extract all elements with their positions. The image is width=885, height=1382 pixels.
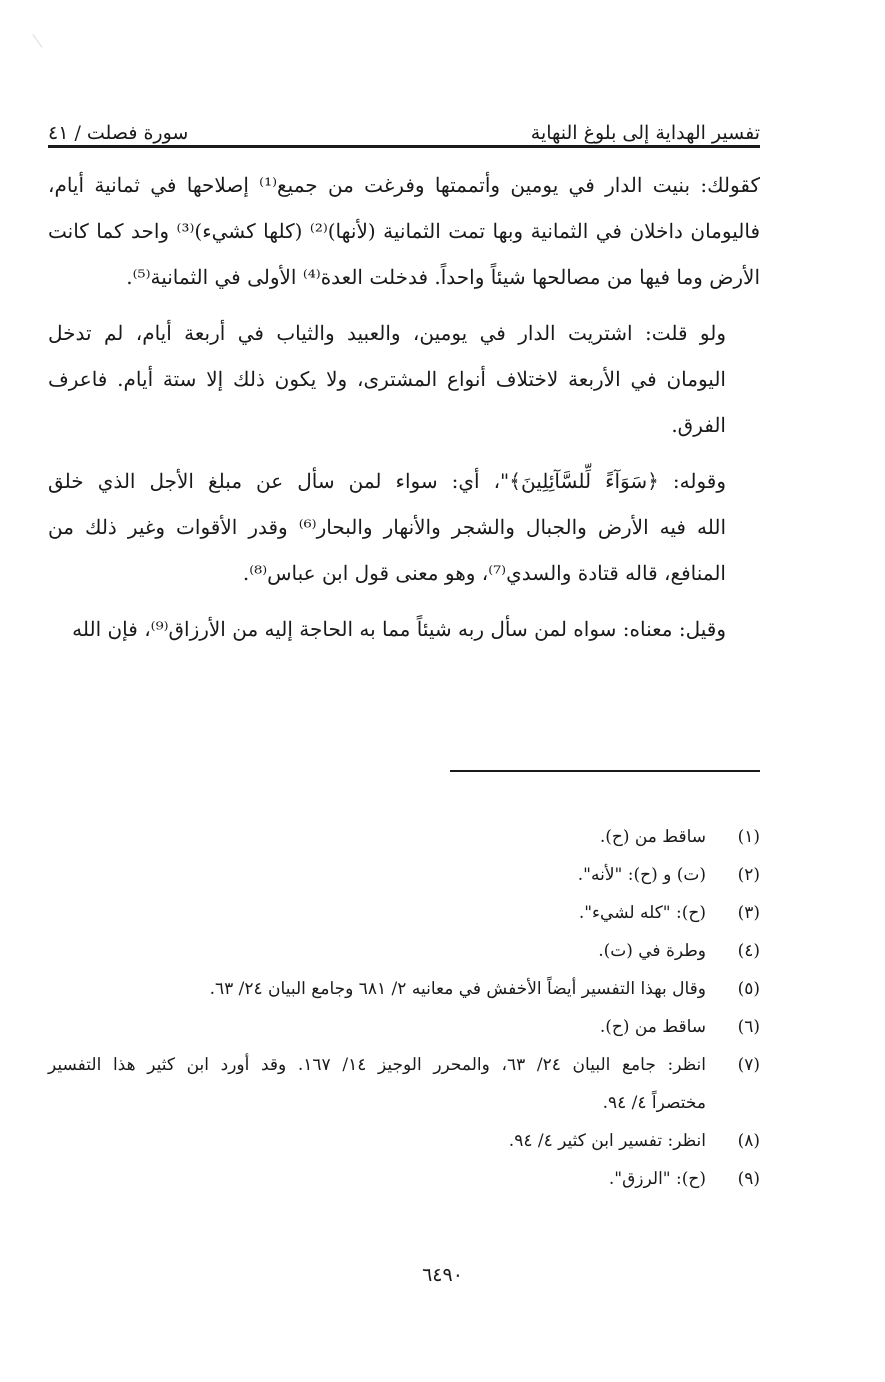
footnote-line: (ح): "كله لشيء". xyxy=(578,903,706,923)
footnote-line: مختصراً ٤/ ٩٤. xyxy=(602,1093,706,1113)
footnote-separator xyxy=(450,770,760,772)
footnote-text xyxy=(48,932,712,970)
footnote-line: وطرة في (ت). xyxy=(598,941,706,961)
footnote-text xyxy=(48,970,712,1008)
text-line: الفرق. xyxy=(671,413,726,437)
text-line: الأرض وما فيها من مصالحها شيئاً واحداً. فدخلت العدة⁽⁴⁾ الأولى في الثمانية⁽⁵⁾. xyxy=(126,265,760,289)
footnote xyxy=(48,856,760,894)
scan-speck xyxy=(32,28,50,47)
footnote-line: انظر: تفسير ابن كثير ٤/ ٩٤. xyxy=(508,1131,706,1151)
surah-reference: سورة فصلت / ٤١ xyxy=(48,122,189,144)
paragraph xyxy=(48,310,760,448)
footnotes xyxy=(48,818,760,1198)
footnote xyxy=(48,1008,760,1046)
footnote-text xyxy=(48,1008,712,1046)
footnote-number: (٦) xyxy=(737,1017,760,1037)
footnote-line: (ح): "الرزق". xyxy=(608,1169,706,1189)
footnote-number: (٥) xyxy=(737,979,760,999)
text-line: كقولك: بنيت الدار في يومين وأتممتها وفرغت من جميع⁽¹⁾ إصلاحها في ثمانية أيام، xyxy=(48,173,760,197)
footnote xyxy=(48,970,760,1008)
footnote xyxy=(48,894,760,932)
footnote-number: (٣) xyxy=(737,903,760,923)
main-text xyxy=(48,162,760,662)
footnote-number: (٩) xyxy=(737,1169,760,1189)
footnote-line: وقال بهذا التفسير أيضاً الأخفش في معانيه ٢/ ٦٨١ وجامع البيان ٢٤/ ٦٣. xyxy=(209,979,706,999)
text-line: وقيل: معناه: سواه لمن سأل ربه شيئاً مما به الحاجة إليه من الأرزاق⁽⁹⁾، فإن الله xyxy=(72,617,726,641)
footnote-line: انظر: جامع البيان ٢٤/ ٦٣، والمحرر الوجيز ١٤/ ١٦٧. وقد أورد ابن كثير هذا التفسير xyxy=(48,1055,706,1075)
footnote xyxy=(48,1160,760,1198)
text-line: ولو قلت: اشتريت الدار في يومين، والعبيد والثياب في أربعة أيام، لم تدخل xyxy=(48,321,726,345)
footnote xyxy=(48,1122,760,1160)
paragraph xyxy=(48,458,760,596)
footnote-number: (٤) xyxy=(737,941,760,961)
text-line: المنافع، قاله قتادة والسدي⁽⁷⁾، وهو معنى قول ابن عباس⁽⁸⁾. xyxy=(242,561,726,585)
footnote-text xyxy=(48,1160,712,1198)
book-title: تفسير الهداية إلى بلوغ النهاية xyxy=(530,122,760,144)
footnote-line: ساقط من (ح). xyxy=(599,827,706,847)
footnote-text xyxy=(48,894,712,932)
page-number: ٦٤٩٠ xyxy=(422,1264,463,1286)
footnote-number: (٨) xyxy=(737,1131,760,1151)
footnote-number: (٧) xyxy=(737,1055,760,1075)
header-rule xyxy=(48,145,760,148)
footnote-text xyxy=(48,1046,712,1122)
footnote-number: (٢) xyxy=(737,865,760,885)
text-line: فاليومان داخلان في الثمانية وبها تمت الثمانية (لأنها)⁽²⁾ (كلها كشيء)⁽³⁾ واحد كما كانت xyxy=(48,219,761,243)
text-line: الله فيه الأرض والجبال والشجر والأنهار والبحار⁽⁶⁾ وقدر الأقوات وغير ذلك من xyxy=(48,515,726,539)
footnote-line: (ت) و (ح): "لأنه". xyxy=(577,865,706,885)
footnote-number: (١) xyxy=(737,827,760,847)
footnote xyxy=(48,1046,760,1122)
text-line: وقوله: ﴿سَوَآءً لِّلسَّآئِلِينَ﴾"، أي: سواء لمن سأل عن مبلغ الأجل الذي خلق xyxy=(48,469,726,493)
footnote-text xyxy=(48,818,712,856)
running-header xyxy=(48,104,760,144)
footnote-line: ساقط من (ح). xyxy=(599,1017,706,1037)
footnote xyxy=(48,932,760,970)
footnote-text xyxy=(48,856,712,894)
footnote xyxy=(48,818,760,856)
paragraph xyxy=(48,162,760,300)
footnote-text xyxy=(48,1122,712,1160)
text-line: اليومان في الأربعة لاختلاف أنواع المشترى، ولا يكون ذلك إلا ستة أيام. فاعرف xyxy=(48,367,726,391)
paragraph xyxy=(48,606,760,652)
